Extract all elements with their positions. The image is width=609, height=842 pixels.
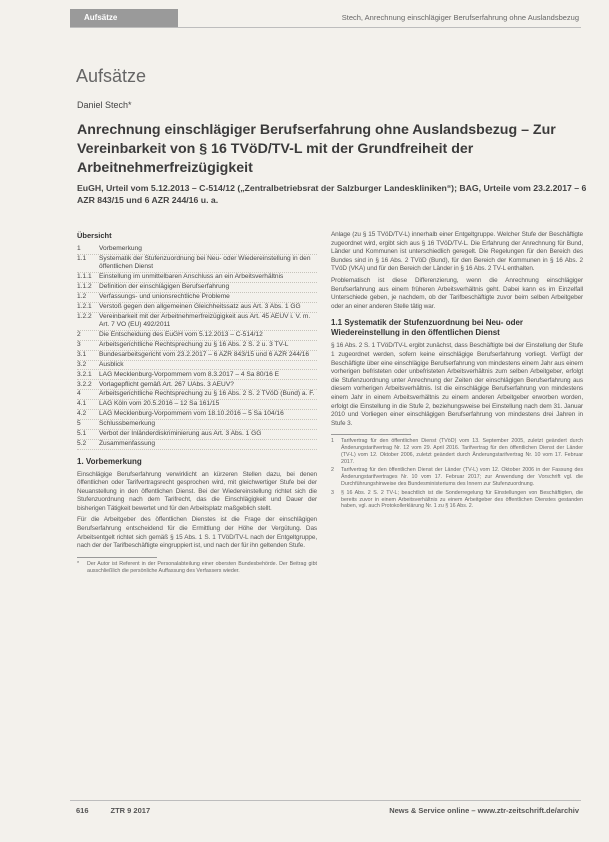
toc-item — [77, 303, 317, 313]
toc-text: Schlussbemerkung — [99, 420, 156, 428]
toc-number: 1 — [77, 245, 81, 253]
toc-text: Bundesarbeitsgericht vom 23.2.2017 – 6 AZR 843/15 und 6 AZR 244/16 — [99, 350, 310, 358]
toc-text: LAG Mecklenburg-Vorpommern vom 18.10.2016 – 5 Sa 104/16 — [99, 410, 284, 418]
footnote — [77, 561, 317, 575]
toc-text: Vorbemerkung — [99, 245, 142, 253]
section-tab: Aufsätze — [70, 9, 178, 27]
toc-text: LAG Mecklenburg-Vorpommern vom 8.3.2017 – 4 Sa 80/16 E — [99, 370, 279, 378]
toc-item — [77, 331, 317, 341]
toc-number: 4.2 — [77, 410, 87, 418]
toc-item — [77, 440, 317, 450]
body-paragraph: Anlage (zu § 15 TVöD/TV-L) innerhalb einer Entgeltgruppe. Welcher Stufe der Beschäftigte zugeordnet wird, ergibt sich aus § 16 TVöD/TV-L. Die Erfahrung der Anrechnung für Bund, Länder und Kommunen ist unterschiedlich geregelt. Die Regelungen für den Bereich des Bundes sind in § 16 Abs. 2 TVöD (Bund), für den Bereich der Kommunen in § 16 Abs. 2 TVöD (VKA) und für den Bereich der Länder in § 16 Abs. 2 TV-L enthalten. — [331, 231, 583, 273]
toc-item — [77, 273, 317, 283]
toc-number: 1.2.2 — [77, 312, 92, 320]
toc-text: Systematik der Stufenzuordnung bei Neu- oder Wiedereinstellung in den öffentlichen Dienst — [99, 255, 311, 271]
body-paragraph: Problematisch ist diese Differenzierung, wenn die Anrechnung einschlägiger Berufserfahrung aus einem früheren Arbeitsverhältnis geht. Dabei kann es im Einzelfall Unterschiede geben, je nachdem, ob der Tarifbeschäftigte zuvor beim selben Arbeitgeber oder an einer anderen Stelle tätig war. — [331, 276, 583, 310]
author: Daniel Stech* — [77, 100, 132, 110]
toc-item — [77, 245, 317, 255]
toc-text: Arbeitsgerichtliche Rechtsprechung zu § 16 Abs. 2 S. 2 TVöD (Bund) a. F. — [99, 390, 315, 398]
footnote-rule — [331, 434, 411, 435]
toc-item — [77, 380, 317, 390]
toc-number: 3.1 — [77, 350, 87, 358]
toc-text: Verstoß gegen den allgemeinen Gleichheitssatz aus Art. 3 Abs. 1 GG — [99, 303, 301, 311]
toc-text: Verbot der Inländerdiskriminierung aus Art. 3 Abs. 1 GG — [99, 430, 262, 438]
toc-item — [77, 400, 317, 410]
footnote-number: 3 — [331, 489, 334, 496]
toc-number: 1.1.1 — [77, 273, 92, 281]
section-title: Aufsätze — [76, 66, 147, 86]
toc-item — [77, 420, 317, 430]
journal-issue: ZTR 9 2017 — [110, 806, 151, 815]
footnotes — [331, 438, 583, 510]
toc-item — [77, 255, 317, 273]
body-paragraph: Für die Arbeitgeber des öffentlichen Dienstes ist die Frage der einschlägigen Berufserfahrung entscheidend für die Ermittlung der Höhe der Vergütung. Das Arbeitsentgelt richtet sich gemäß § 15 Abs. 1 S. 1 TVöD/TV-L nach der Entgeltgruppe, nach der der Tarifbeschäftigte eingruppiert ist, und nach der für ihn geltenden Stufe. — [77, 516, 317, 550]
running-title: Stech, Anrechnung einschlägiger Berufserfahrung ohne Auslandsbezug — [341, 13, 579, 22]
toc-number: 1.2 — [77, 293, 87, 301]
table-of-contents — [77, 245, 317, 450]
footer-website: News & Service online – www.ztr-zeitschrift.de/archiv — [389, 806, 579, 815]
toc-number: 5.1 — [77, 430, 87, 438]
header-rule — [70, 27, 581, 28]
toc-number: 3.2.2 — [77, 380, 92, 388]
footer-rule — [70, 800, 581, 801]
footnote-text: § 16 Abs. 2 S. 2 TV-L; beachtlich ist die Sonderregelung für Einstellungen von Beschäftigten, die bereits zuvor in einem Arbeitsverhältnis zu einem Arbeitgeber des öffentlichen Dienstes gestanden haben, vgl. auch Protokollerklärung Nr. 1 zu § 16 Abs. 2. — [341, 489, 583, 510]
section-heading: 1. Vorbemerkung — [77, 456, 142, 466]
toc-text: Ausblick — [99, 360, 124, 368]
toc-text: Verfassungs- und unionsrechtliche Probleme — [99, 293, 230, 301]
decision-reference: EuGH, Urteil vom 5.12.2013 – C-514/12 („Zentralbetriebsrat der Salzburger Landeskliniken“); BAG, Urteile vom 23.2.2017 – 6 AZR 843/15 und 6 AZR 244/16 u. a. — [77, 183, 587, 205]
toc-text: Zusammenfassung — [99, 439, 156, 447]
body-paragraph: Einschlägige Berufserfahrung verwirklicht an kürzeren Stellen dazu, bei denen öffentlichen oder Tarifvertragsrecht gesprochen wird, mit gleichwertiger Stufe bei der Neuanstellung in den öffentlichen Dienst. Bei der Wiedereinstellung richtet sich die Stufenzuordnung nach dem Tarifrecht, das die Einschlägigkeit und Dauer der bisherigen Tätigkeit bewertet und für den Arbeitsplatz maßgeblich stellt. — [77, 470, 317, 512]
footnote-rule — [77, 557, 157, 558]
toc-text: Die Entscheidung des EuGH vom 5.12.2013 – C-514/12 — [99, 331, 263, 339]
toc-number: 1.1 — [77, 255, 87, 263]
footnote — [331, 438, 583, 465]
footnote-text: Tarifvertrag für den öffentlichen Dienst (TVöD) vom 13. September 2005, zuletzt geändert durch Änderungstarifvertrag Nr. 12 vom 29. April 2016. Tarifvertrag für den öffentlichen Dienst der Länder (TV-L) vom 12. Oktober 2006, zuletzt geändert durch Änderungstarifvertrag Nr. 10 vom 17. Februar 2017. — [341, 438, 583, 465]
toc-number: 1.2.1 — [77, 303, 92, 311]
toc-item — [77, 313, 317, 331]
toc-item — [77, 410, 317, 420]
footnote-text: Tarifvertrag für den öffentlichen Dienst der Länder (TV-L) vom 12. Oktober 2006 in der Fassung des Änderungstarifvertrages Nr. 10 vom 17. Februar 2017; zur Anwendung der Vorschrift vgl. die Durchführungshinweise des Bundesministeriums des Innern zur Stufenzuordnung. — [341, 467, 583, 488]
footnote-number: * — [77, 560, 80, 567]
toc-item — [77, 341, 317, 351]
left-column — [77, 231, 317, 576]
toc-number: 3 — [77, 341, 81, 349]
toc-text: LAG Köln vom 20.5.2016 – 12 Sa 161/15 — [99, 400, 220, 408]
toc-number: 5 — [77, 420, 81, 428]
page-number: 616 — [76, 806, 89, 815]
toc-text: Vereinbarkeit mit der Arbeitnehmerfreizügigkeit aus Art. 45 AEUV i. V. m. Art. 7 VO (EU) 492/2011 — [99, 312, 311, 329]
toc-text: Definition der einschlägigen Berufserfahrung — [99, 283, 230, 291]
footer-left — [76, 806, 150, 815]
toc-number: 5.2 — [77, 439, 87, 447]
footnote — [331, 467, 583, 487]
toc-number: 4.1 — [77, 400, 87, 408]
toc-heading: Übersicht — [77, 231, 112, 240]
toc-number: 3.2.1 — [77, 370, 92, 378]
section-heading: 1.1 Systematik der Stufenzuordnung bei Neu- oder Wiedereinstellung in den öffentlichen Dienst — [331, 318, 524, 338]
toc-text: Arbeitsgerichtliche Rechtsprechung zu § 16 Abs. 2 S. 2 u. 3 TV-L — [99, 341, 289, 349]
toc-number: 2 — [77, 331, 81, 339]
right-column — [331, 231, 583, 512]
article-title: Anrechnung einschlägiger Berufserfahrung ohne Auslandsbezug – Zur Vereinbarkeit von § 16 TVöD/TV-L mit der Grundfreiheit der Arbeitnehmerfreizügigkeit — [77, 122, 556, 176]
toc-item — [77, 370, 317, 380]
toc-item — [77, 361, 317, 371]
toc-item — [77, 293, 317, 303]
footnote-number: 2 — [331, 467, 334, 474]
toc-item — [77, 430, 317, 440]
toc-number: 1.1.2 — [77, 283, 92, 291]
footnote — [331, 490, 583, 510]
toc-item — [77, 390, 317, 400]
toc-number: 3.2 — [77, 360, 87, 368]
body-paragraph: § 16 Abs. 2 S. 1 TVöD/TV-L ergibt zunächst, dass Beschäftigte bei der Einstellung der Stufe 1 zugeordnet werden, sofern keine einschlägige Berufserfahrung vorliegt. Verfügt der Beschäftigte über eine einschlägige Berufserfahrung von mindestens einem Jahr aus einem vorherigen befristeten oder unbefristeten Arbeitsverhältnis zum selben Arbeitgeber, erfolgt die Stufenzuordnung unter Anrechnung der Zeiten der einschlägigen Berufserfahrung aus diesem vorherigen Arbeitsverhältnis. Ist die einschlägige Berufserfahrung von mindestens einem Jahr in einem Arbeitsverhältnis zu einem anderen Arbeitgeber erworben worden, erfolgt die Einstellung in die Stufe 2, beziehungsweise bei Einstellung nach dem 31. Januar 2010 und Vorliegen einer einschlägigen Berufserfahrung von mindestens drei Jahren in Stufe 3. — [331, 342, 583, 427]
footnote-text: Der Autor ist Referent in der Personalabteilung einer obersten Bundesbehörde. Der Beitrag gibt ausschließlich die persönliche Auffassung des Verfassers wieder. — [87, 560, 317, 574]
toc-number: 4 — [77, 390, 81, 398]
toc-text: Einstellung im unmittelbaren Anschluss an ein Arbeitsverhältnis — [99, 273, 284, 281]
toc-text: Vorlagepflicht gemäß Art. 267 UAbs. 3 AEUV? — [99, 380, 234, 388]
footnote-number: 1 — [331, 438, 334, 445]
toc-item — [77, 283, 317, 293]
toc-item — [77, 351, 317, 361]
